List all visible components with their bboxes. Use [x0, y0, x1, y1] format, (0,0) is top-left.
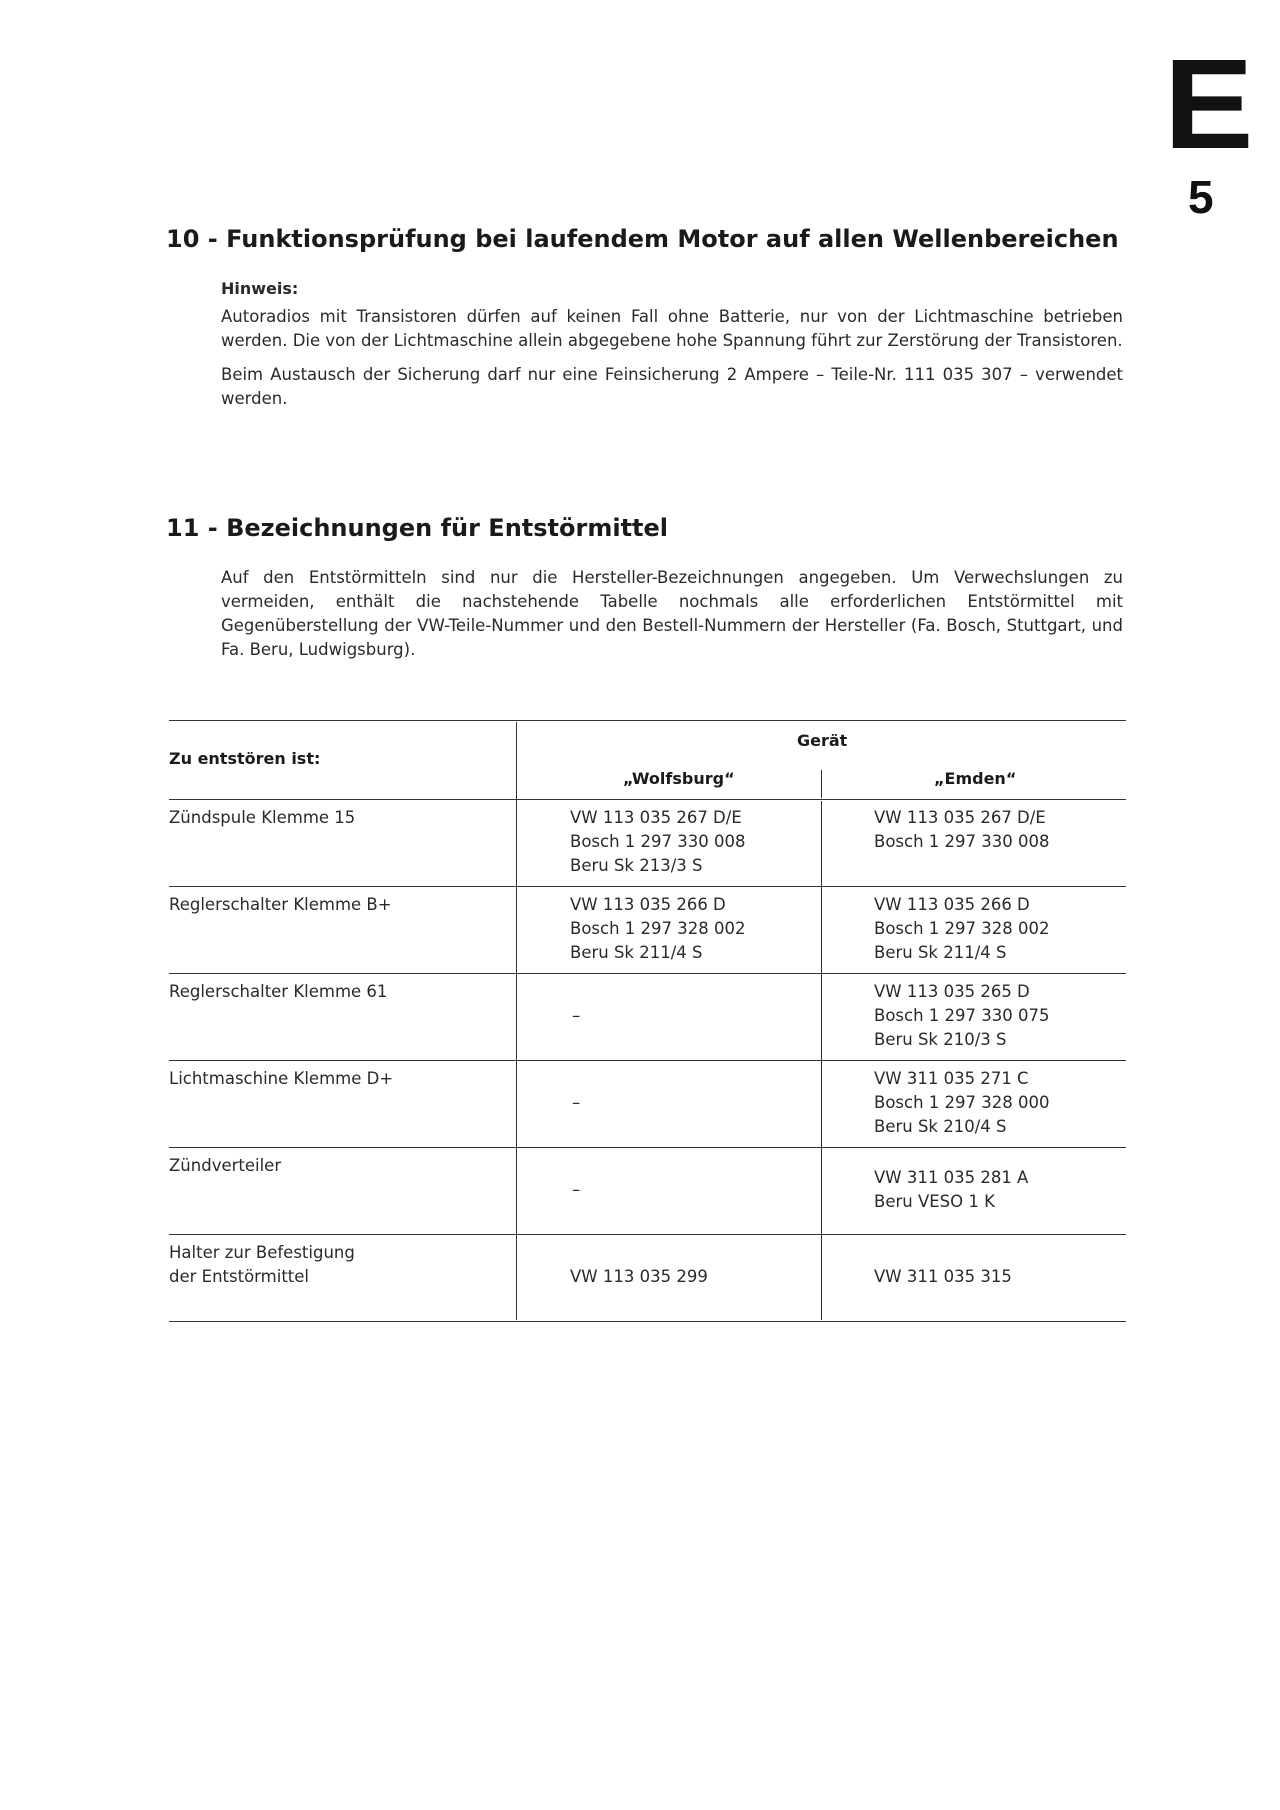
table-row-emden: Beru Sk 211/4 S — [874, 943, 1007, 962]
header-item: Zu entstören ist: — [169, 749, 321, 768]
header-column-divider — [821, 770, 822, 798]
table-row-wolfsburg: VW 113 035 299 — [570, 1267, 708, 1286]
page-number: 5 — [1188, 171, 1214, 223]
row-divider — [169, 1060, 1126, 1061]
hint-paragraph-1: Autoradios mit Transistoren dürfen auf keinen Fall ohne Batterie, nur von der Lichtmaschine betrieben werden. Die von der Lichtmaschine allein abgegebene hohe Spannung führt zur Zerstörung der Transistoren. — [221, 307, 1123, 350]
table-row-wolfsburg: – — [572, 1093, 581, 1112]
table-row-item: Halter zur Befestigung — [169, 1243, 355, 1262]
table-row-item: Reglerschalter Klemme 61 — [169, 982, 388, 1001]
table-row-emden: Beru VESO 1 K — [874, 1192, 995, 1211]
hint-paragraph-2: Beim Austausch der Sicherung darf nur eine Feinsicherung 2 Ampere – Teile-Nr. 111 035 307 – verwendet werden. — [221, 365, 1123, 408]
table-row-item: der Entstörmittel — [169, 1267, 309, 1286]
table-row-wolfsburg: VW 113 035 267 D/E — [570, 808, 742, 827]
table-row-item: Zündspule Klemme 15 — [169, 808, 356, 827]
section-10-body — [221, 277, 1123, 411]
table-row-wolfsburg: Bosch 1 297 330 008 — [570, 832, 746, 851]
table-row-wolfsburg: – — [572, 1006, 581, 1025]
table-row-emden: VW 311 035 315 — [874, 1267, 1012, 1286]
table-row-emden: Bosch 1 297 328 002 — [874, 919, 1050, 938]
table-row-emden: VW 113 035 267 D/E — [874, 808, 1046, 827]
table-row-wolfsburg: Beru Sk 211/4 S — [570, 943, 703, 962]
table-row-emden: VW 113 035 266 D — [874, 895, 1030, 914]
table-row-wolfsburg: Bosch 1 297 328 002 — [570, 919, 746, 938]
table-row-emden: VW 311 035 271 C — [874, 1069, 1029, 1088]
table-row-emden: Beru Sk 210/3 S — [874, 1030, 1007, 1049]
column-divider — [821, 801, 822, 1320]
section-10-title: 10 - Funktionsprüfung bei laufendem Motor auf allen Wellenbereichen — [166, 225, 1119, 253]
table-row-emden: Bosch 1 297 330 008 — [874, 832, 1050, 851]
header-col-emden: „Emden“ — [934, 769, 1017, 788]
column-divider — [516, 722, 517, 1320]
row-divider — [169, 886, 1126, 887]
table-row-item: Reglerschalter Klemme B+ — [169, 895, 392, 914]
table-bottom-rule — [169, 1321, 1126, 1322]
section-11-title: 11 - Bezeichnungen für Entstörmittel — [166, 514, 669, 542]
table-row-wolfsburg: Beru Sk 213/3 S — [570, 856, 703, 875]
hint-label: Hinweis: — [221, 279, 299, 298]
section-11-paragraph: Auf den Entstörmitteln sind nur die Hersteller-Bezeichnungen angegeben. Um Verwechslungen zu vermeiden, enthält die nachstehende Tabelle nochmals alle erforderlichen Entstörmittel mit Gegenüberstellung der VW-Teile-Nummer und den Bestell-Nummern der Hersteller (Fa. Bosch, Stuttgart, und Fa. Beru, Ludwigsburg). — [221, 568, 1123, 659]
table-row-emden: VW 113 035 265 D — [874, 982, 1030, 1001]
section-11-body — [221, 566, 1123, 662]
row-divider — [169, 1234, 1126, 1235]
row-divider — [169, 1147, 1126, 1148]
table-top-rule — [169, 720, 1126, 721]
table-row-item: Lichtmaschine Klemme D+ — [169, 1069, 394, 1088]
table-row-emden: Bosch 1 297 330 075 — [874, 1006, 1050, 1025]
table-row-emden: Beru Sk 210/4 S — [874, 1117, 1007, 1136]
table-row-wolfsburg: – — [572, 1180, 581, 1199]
table-header-rule — [169, 799, 1126, 800]
table-row-wolfsburg: VW 113 035 266 D — [570, 895, 726, 914]
table-row-emden: Bosch 1 297 328 000 — [874, 1093, 1050, 1112]
header-col-wolfsburg: „Wolfsburg“ — [623, 769, 735, 788]
table-row-item: Zündverteiler — [169, 1156, 282, 1175]
header-group: Gerät — [797, 731, 848, 750]
chapter-letter: E — [1163, 33, 1254, 176]
row-divider — [169, 973, 1126, 974]
table-row-emden: VW 311 035 281 A — [874, 1168, 1029, 1187]
